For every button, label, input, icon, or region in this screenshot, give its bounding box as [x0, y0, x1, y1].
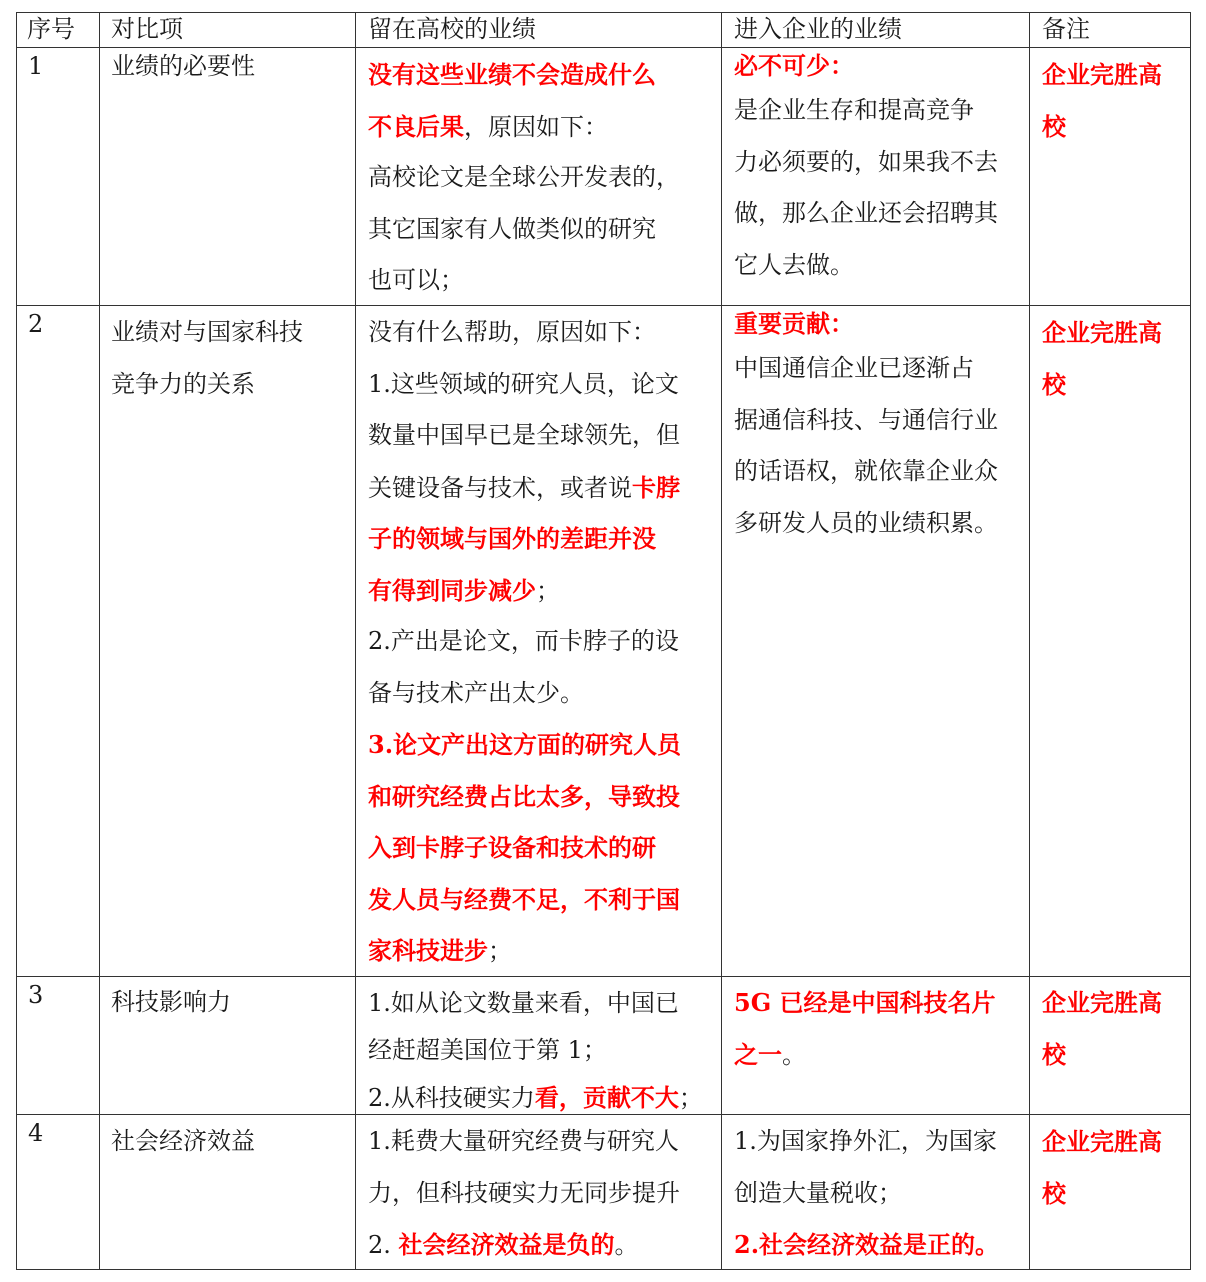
text-line — [111, 47, 255, 85]
text-line — [734, 446, 998, 498]
highlighted-text: 企业完胜高 — [1042, 988, 1162, 1017]
divider — [1029, 12, 1030, 1270]
text: 1.耗费大量研究经费与研究人 — [368, 1127, 679, 1155]
highlighted-text: 和研究经费占比太多，导致投 — [368, 781, 680, 811]
text-line — [368, 874, 681, 926]
note-cell — [1042, 307, 1162, 410]
text-line — [368, 771, 681, 823]
text-line — [111, 977, 231, 1029]
highlighted-text: 5G 已经是中国科技名片 — [734, 988, 996, 1017]
text-line — [368, 1219, 680, 1271]
text: 。 — [782, 1040, 806, 1069]
text-line — [368, 925, 681, 977]
highlighted-text: 3.论文产出这方面的研究人员 — [368, 730, 682, 759]
text-line — [368, 513, 681, 565]
divider — [99, 12, 100, 1270]
text-line — [734, 1168, 999, 1220]
text-line — [1042, 1168, 1162, 1220]
text: 科技影响力 — [111, 988, 231, 1016]
text-line — [368, 719, 681, 771]
text-line — [734, 1116, 999, 1168]
row-number: 2 — [28, 310, 44, 338]
highlighted-text: 之一 — [734, 1039, 782, 1069]
text: 创造大量税收； — [734, 1178, 902, 1207]
text: ； — [536, 576, 560, 605]
text-line — [368, 101, 680, 153]
text-line — [734, 137, 998, 189]
text: 竞争力的关系 — [111, 369, 255, 398]
text-line — [734, 1029, 996, 1081]
highlighted-text: 看，贡献不大 — [534, 1083, 679, 1112]
text: 1.为国家挣外汇，为国家 — [734, 1127, 997, 1155]
text-line — [368, 359, 681, 411]
school-cell — [368, 49, 680, 307]
text: 1.这些领域的研究人员，论文 — [368, 369, 679, 398]
enterprise-cell — [734, 1116, 999, 1271]
note-cell — [1042, 49, 1162, 152]
text-line — [368, 1074, 703, 1121]
enterprise-cell — [734, 977, 996, 1080]
enterprise-cell — [734, 47, 998, 291]
text: 1.如从论文数量来看，中国已 — [368, 989, 679, 1017]
text-line — [734, 47, 998, 85]
text-line — [1042, 101, 1162, 153]
text: 中国通信企业已逐渐占 — [734, 354, 974, 382]
highlighted-text: 校 — [1042, 111, 1066, 141]
highlighted-text: 2.社会经济效益是正的。 — [734, 1230, 1000, 1259]
text-line — [734, 498, 998, 550]
divider — [16, 12, 17, 1270]
text: ； — [678, 1084, 703, 1112]
highlighted-text: 企业完胜高 — [1042, 318, 1162, 347]
text: 备与技术产出太少。 — [368, 678, 584, 707]
text-line — [734, 977, 996, 1029]
comparison-table — [16, 12, 1191, 1270]
text-line — [734, 1219, 999, 1271]
text: ； — [488, 937, 512, 965]
highlighted-text: 入到卡脖子设备和技术的研 — [368, 833, 656, 862]
item-cell — [111, 1116, 255, 1168]
note-cell — [1042, 1116, 1162, 1219]
text: ，原因如下： — [464, 112, 608, 141]
text-line — [1042, 359, 1162, 411]
text-line — [368, 410, 681, 462]
header-note: 备注 — [1042, 15, 1090, 43]
divider — [1190, 12, 1191, 1270]
highlighted-text: 校 — [1042, 369, 1066, 399]
text: 业绩对与国家科技 — [111, 318, 303, 346]
text: 2.从科技硬实力 — [368, 1084, 535, 1112]
text: 没有什么帮助，原因如下： — [368, 318, 656, 346]
text-line — [111, 359, 303, 411]
highlighted-text: 校 — [1042, 1039, 1066, 1069]
text: 其它国家有人做类似的研究 — [368, 214, 656, 243]
item-cell — [111, 307, 303, 410]
header-no: 序号 — [27, 15, 75, 43]
text-line — [734, 395, 998, 447]
school-cell — [368, 1116, 680, 1271]
text: 也可以； — [368, 266, 464, 294]
text-line — [734, 85, 998, 137]
text: 多研发人员的业绩积累。 — [734, 508, 998, 537]
header-item: 对比项 — [111, 15, 183, 43]
text: 是企业生存和提高竞争 — [734, 96, 974, 124]
highlighted-text: 有得到同步减少 — [368, 575, 536, 605]
text-line — [368, 1027, 703, 1074]
text-line — [368, 152, 680, 204]
text: 经赶超美国位于第 1； — [368, 1036, 607, 1064]
highlighted-text: 不良后果 — [368, 111, 464, 141]
text-line — [368, 1168, 680, 1220]
school-cell — [368, 307, 681, 977]
text-line — [368, 462, 681, 514]
text-line — [368, 668, 681, 720]
text-line — [111, 307, 303, 359]
text: 高校论文是全球公开发表的， — [368, 163, 680, 191]
row-number: 4 — [28, 1119, 44, 1147]
highlighted-text: 企业完胜高 — [1042, 60, 1162, 89]
text-line — [1042, 307, 1162, 359]
text-line — [734, 305, 998, 343]
enterprise-cell — [734, 305, 998, 549]
text-line — [368, 204, 680, 256]
item-cell — [111, 47, 255, 85]
text-line — [368, 307, 681, 359]
highlighted-text: 卡脖 — [632, 472, 680, 502]
item-cell — [111, 977, 231, 1029]
text: 的话语权，就依靠企业众 — [734, 457, 998, 485]
text: 关键设备与技术，或者说 — [368, 473, 632, 502]
row-number: 1 — [28, 52, 44, 80]
text-line — [1042, 977, 1162, 1029]
note-cell — [1042, 977, 1162, 1080]
text-line — [734, 240, 998, 292]
text-line — [1042, 49, 1162, 101]
highlighted-text: 发人员与经费不足，不利于国 — [368, 884, 680, 914]
text-line — [368, 616, 681, 668]
highlighted-text: 没有这些业绩不会造成什么 — [368, 60, 656, 89]
text-line — [368, 565, 681, 617]
text: 数量中国早已是全球领先，但 — [368, 421, 680, 449]
text: 社会经济效益 — [111, 1127, 255, 1155]
text: 2.产出是论文，而卡脖子的设 — [368, 627, 679, 655]
text: 。 — [614, 1231, 639, 1259]
text: 据通信科技、与通信行业 — [734, 405, 998, 434]
highlighted-text: 家科技进步 — [368, 936, 488, 965]
header-school: 留在高校的业绩 — [368, 15, 536, 43]
text-line — [1042, 1029, 1162, 1081]
text-line — [734, 188, 998, 240]
divider — [721, 12, 722, 1270]
text-line — [368, 822, 681, 874]
text-line — [111, 1116, 255, 1168]
highlighted-text: 必不可少： — [734, 51, 854, 80]
school-cell — [368, 980, 703, 1121]
highlighted-text: 重要贡献： — [734, 309, 854, 338]
text-line — [368, 255, 680, 307]
text-line — [368, 1116, 680, 1168]
highlighted-text: 社会经济效益是负的 — [398, 1230, 615, 1259]
divider — [355, 12, 356, 1270]
text-line — [368, 980, 703, 1027]
highlighted-text: 企业完胜高 — [1042, 1127, 1162, 1156]
text: 力必须要的，如果我不去 — [734, 147, 998, 176]
divider — [16, 12, 1191, 13]
highlighted-text: 子的领域与国外的差距并没 — [368, 524, 656, 553]
text-line — [368, 49, 680, 101]
text-line — [734, 343, 998, 395]
header-enterprise: 进入企业的业绩 — [734, 15, 902, 43]
text: 做，那么企业还会招聘其 — [734, 199, 998, 227]
row-number: 3 — [28, 981, 44, 1009]
text: 它人去做。 — [734, 250, 854, 279]
text: 力，但科技硬实力无同步提升 — [368, 1178, 680, 1207]
highlighted-text: 校 — [1042, 1178, 1066, 1208]
text-line — [1042, 1116, 1162, 1168]
text: 业绩的必要性 — [111, 52, 255, 80]
text: 2. — [368, 1231, 399, 1259]
